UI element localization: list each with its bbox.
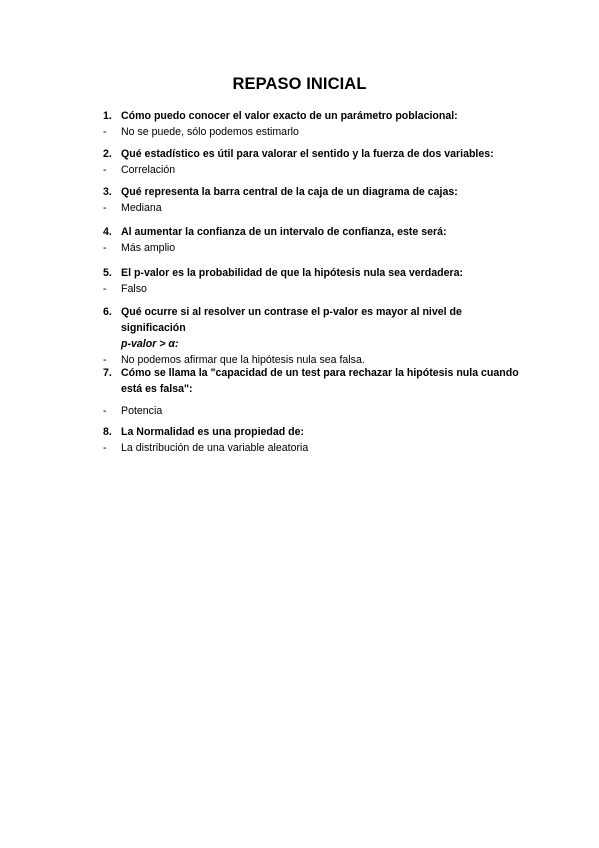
qa-item-7 <box>103 365 523 419</box>
qa-item-2 <box>103 146 523 178</box>
answer-text-6: No podemos afirmar que la hipótesis nula sea falsa. <box>121 354 365 366</box>
question-number-3: 3. <box>103 186 112 198</box>
answer-2 <box>103 162 523 178</box>
answer-text-1: No se puede, sólo podemos estimarlo <box>121 126 299 138</box>
answer-bullet-1: - <box>103 126 107 138</box>
question-number-2: 2. <box>103 148 112 160</box>
answer-bullet-8: - <box>103 442 107 454</box>
question-1 <box>103 108 523 124</box>
answer-8 <box>103 440 523 456</box>
answer-bullet-4: - <box>103 242 107 254</box>
question-6-formula-text: p-valor > α: <box>121 338 179 350</box>
question-4 <box>103 224 523 240</box>
question-text-7: Cómo se llama la "capacidad de un test para rechazar la hipótesis nula cuando está es falsa": <box>121 367 519 395</box>
question-3 <box>103 184 523 200</box>
question-text-6: Qué ocurre si al resolver un contrase el p-valor es mayor al nivel de significación <box>121 306 462 334</box>
qa-item-8 <box>103 424 523 456</box>
question-text-2: Qué estadístico es útil para valorar el sentido y la fuerza de dos variables: <box>121 148 494 160</box>
answer-3 <box>103 200 523 216</box>
question-number-1: 1. <box>103 110 112 122</box>
question-text-3: Qué representa la barra central de la caja de un diagrama de cajas: <box>121 186 458 198</box>
question-2 <box>103 146 523 162</box>
answer-7 <box>103 403 523 419</box>
answer-bullet-7: - <box>103 405 107 417</box>
page-title: REPASO INICIAL <box>232 75 367 93</box>
answer-bullet-2: - <box>103 164 107 176</box>
question-text-8: La Normalidad es una propiedad de: <box>121 426 305 438</box>
qa-item-3 <box>103 184 523 216</box>
question-6-formula <box>103 336 523 352</box>
qa-item-6 <box>103 304 523 368</box>
question-6 <box>103 304 523 336</box>
answer-bullet-6: - <box>103 354 107 366</box>
question-number-5: 5. <box>103 267 112 279</box>
answer-text-8: La distribución de una variable aleatoria <box>121 442 309 454</box>
answer-5 <box>103 281 523 297</box>
question-8 <box>103 424 523 440</box>
answer-text-7: Potencia <box>121 405 163 417</box>
question-number-6: 6. <box>103 306 112 318</box>
answer-4 <box>103 240 523 256</box>
answer-text-5: Falso <box>121 283 147 295</box>
answer-text-3: Mediana <box>121 202 162 214</box>
answer-1 <box>103 124 523 140</box>
question-text-4: Al aumentar la confianza de un intervalo de confianza, este será: <box>121 226 447 238</box>
question-text-5: El p-valor es la probabilidad de que la hipótesis nula sea verdadera: <box>121 267 464 279</box>
question-5 <box>103 265 523 281</box>
question-number-8: 8. <box>103 426 112 438</box>
question-number-4: 4. <box>103 226 112 238</box>
question-text-1: Cómo puedo conocer el valor exacto de un parámetro poblacional: <box>121 110 458 122</box>
qa-item-4 <box>103 224 523 256</box>
answer-bullet-3: - <box>103 202 107 214</box>
answer-bullet-5: - <box>103 283 107 295</box>
answer-text-2: Correlación <box>121 164 176 176</box>
qa-item-1 <box>103 108 523 140</box>
question-7 <box>103 365 523 397</box>
qa-item-5 <box>103 265 523 297</box>
question-number-7: 7. <box>103 367 112 379</box>
answer-text-4: Más amplio <box>121 242 176 254</box>
